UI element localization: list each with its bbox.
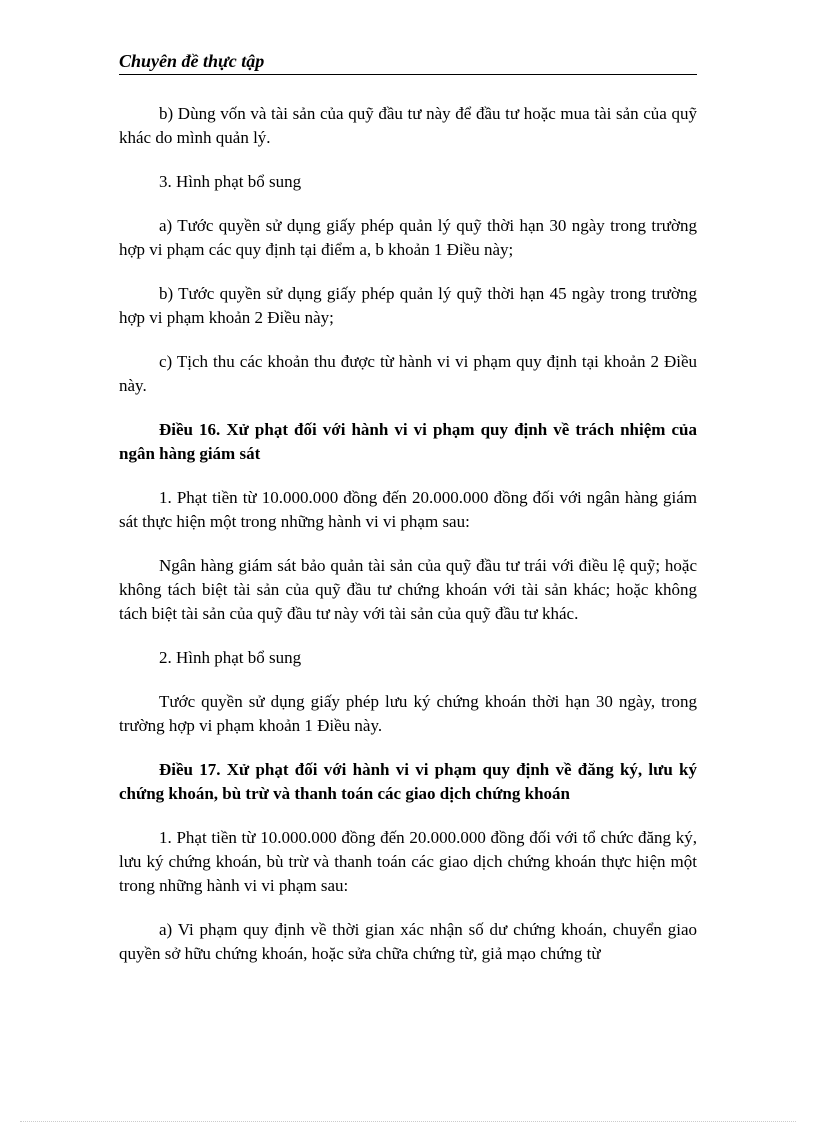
page-bottom-divider [20, 1121, 796, 1122]
paragraph: Tước quyền sử dụng giấy phép lưu ký chứng khoán thời hạn 30 ngày, trong trường hợp vi phạm khoản 1 Điều này. [119, 692, 697, 735]
document-body [119, 102, 697, 986]
paragraph: c) Tịch thu các khoản thu được từ hành vi vi phạm quy định tại khoản 2 Điều này. [119, 352, 697, 395]
paragraph: Ngân hàng giám sát bảo quản tài sản của quỹ đầu tư trái với điều lệ quỹ; hoặc không tách biệt tài sản của quỹ đầu tư chứng khoán với tài sản khác; hoặc không tách biệt tài sản của quỹ đầu tư này với tài sản của quỹ đầu tư khác. [119, 556, 697, 623]
article-heading: Điều 16. Xử phạt đối với hành vi vi phạm quy định về trách nhiệm của ngân hàng giám sát [119, 420, 697, 463]
paragraph: 1. Phạt tiền từ 10.000.000 đồng đến 20.000.000 đồng đối với tổ chức đăng ký, lưu ký chứng khoán, bù trừ và thanh toán các giao dịch chứng khoán thực hiện một trong những hành vi vi phạm sau: [119, 828, 697, 895]
paragraph: a) Tước quyền sử dụng giấy phép quản lý quỹ thời hạn 30 ngày trong trường hợp vi phạm các quy định tại điểm a, b khoản 1 Điều này; [119, 216, 697, 259]
section-heading: 3. Hình phạt bổ sung [159, 172, 302, 191]
article-heading: Điều 17. Xử phạt đối với hành vi vi phạm quy định về đăng ký, lưu ký chứng khoán, bù trừ và thanh toán các giao dịch chứng khoán [119, 760, 697, 803]
page-header-title: Chuyên đề thực tập [119, 50, 697, 75]
paragraph: b) Dùng vốn và tài sản của quỹ đầu tư này để đầu tư hoặc mua tài sản của quỹ khác do mình quản lý. [119, 104, 697, 147]
section-heading: 2. Hình phạt bổ sung [159, 648, 302, 667]
paragraph: a) Vi phạm quy định về thời gian xác nhận số dư chứng khoán, chuyển giao quyền sở hữu chứng khoán, hoặc sửa chữa chứng từ, giả mạo chứng từ [119, 920, 697, 963]
paragraph: b) Tước quyền sử dụng giấy phép quản lý quỹ thời hạn 45 ngày trong trường hợp vi phạm khoản 2 Điều này; [119, 284, 697, 327]
paragraph: 1. Phạt tiền từ 10.000.000 đồng đến 20.000.000 đồng đối với ngân hàng giám sát thực hiện một trong những hành vi vi phạm sau: [119, 488, 697, 531]
